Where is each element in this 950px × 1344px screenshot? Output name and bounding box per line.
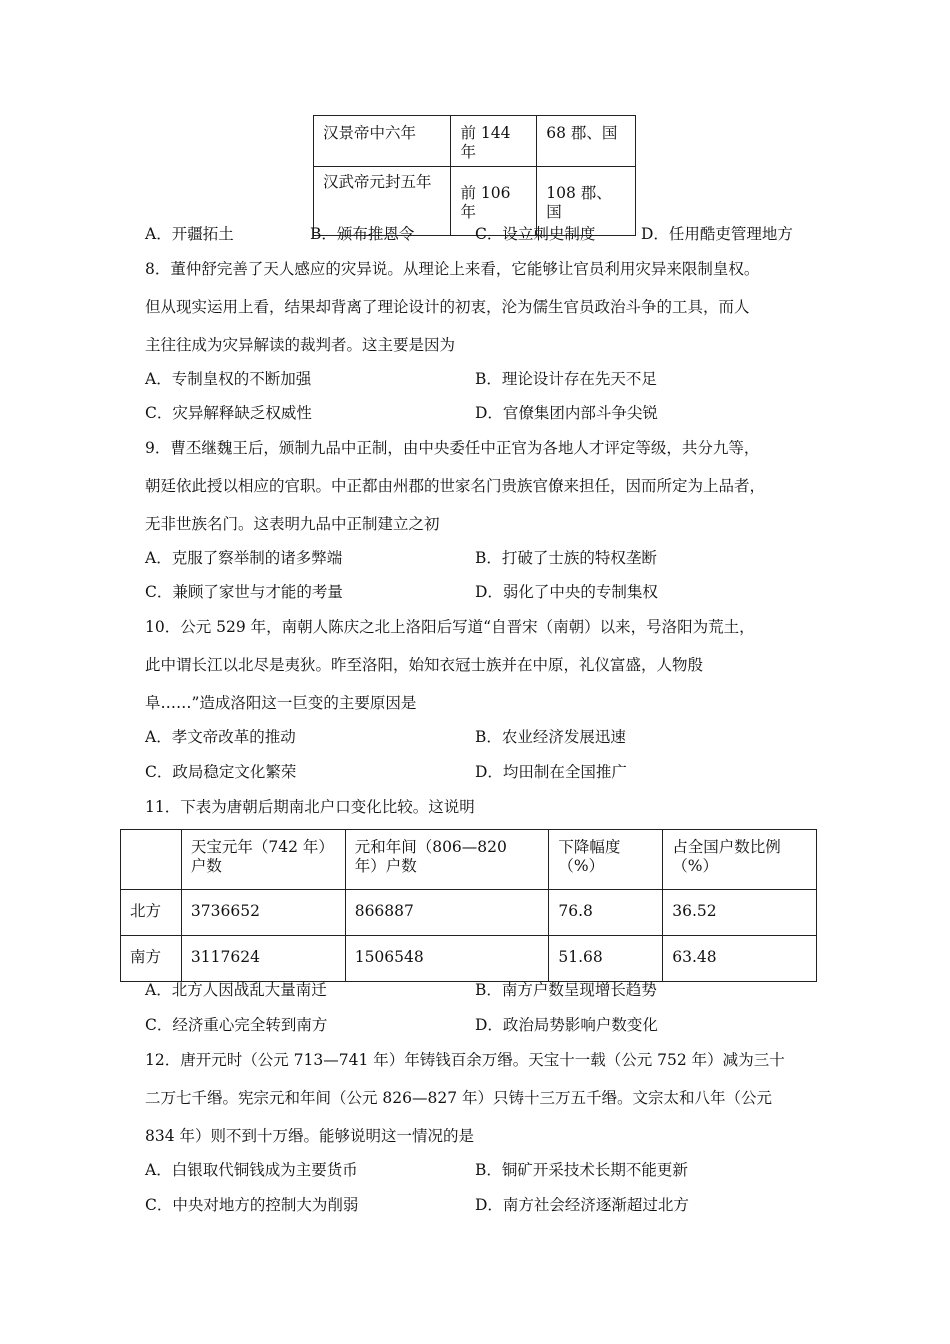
table-cell: 1506548 [345, 936, 549, 982]
table-cell: 3117624 [181, 936, 345, 982]
q8-option-c[interactable]: C．灾异解释缺乏权威性 [145, 404, 312, 422]
q9-option-d[interactable]: D．弱化了中央的专制集权 [475, 583, 658, 601]
q8-stem-line: 主往往成为灾异解读的裁判者。这主要是因为 [145, 336, 456, 354]
q8-option-d[interactable]: D．官僚集团内部斗争尖锐 [475, 404, 658, 422]
q10-option-b[interactable]: B．农业经济发展迅速 [475, 728, 626, 746]
q7-option-c[interactable]: C．设立刺史制度 [475, 225, 596, 243]
table-row [121, 890, 817, 936]
q9-stem-line: 无非世族名门。这表明九品中正制建立之初 [145, 515, 440, 533]
q10-stem-line: 阜……”造成洛阳这一巨变的主要原因是 [145, 694, 417, 712]
table-cell: 866887 [345, 890, 549, 936]
table-cell: 68 郡、国 [537, 116, 636, 167]
q10-stem-line: 此中谓长江以北尽是夷狄。昨至洛阳，始知衣冠士族并在中原，礼仪富盛，人物殷 [145, 656, 704, 674]
table-cell: 汉景帝中六年 [314, 116, 451, 167]
q10-option-c[interactable]: C．政局稳定文化繁荣 [145, 763, 297, 781]
table-row [121, 936, 817, 982]
q9-option-c[interactable]: C．兼顾了家世与才能的考量 [145, 583, 343, 601]
table-header-row [121, 830, 817, 890]
table-cell: 108 郡、国 [537, 167, 636, 236]
q11-option-b[interactable]: B．南方户数呈现增长趋势 [475, 981, 657, 999]
q7-option-b[interactable]: B．颁布推恩令 [310, 225, 415, 243]
q11-stem: 11．下表为唐朝后期南北户口变化比较。这说明 [145, 798, 475, 816]
q11-option-d[interactable]: D．政治局势影响户数变化 [475, 1016, 658, 1034]
q9-option-a[interactable]: A．克服了察举制的诸多弊端 [145, 549, 343, 567]
q9-option-b[interactable]: B．打破了士族的特权垄断 [475, 549, 657, 567]
q7-option-d[interactable]: D．任用酷吏管理地方 [641, 225, 793, 243]
q8-stem-line: 8．董仲舒完善了天人感应的灾异说。从理论上来看，它能够让官员利用灾异来限制皇权。 [145, 260, 760, 278]
table-cell: 51.68 [549, 936, 663, 982]
household-table [120, 829, 817, 982]
q9-stem-line: 9．曹丕继魏王后，颁制九品中正制，由中央委任中正官为各地人才评定等级，共分九等， [145, 439, 760, 457]
q12-option-a[interactable]: A．白银取代铜钱成为主要货币 [145, 1161, 358, 1179]
q10-option-a[interactable]: A．孝文帝改革的推动 [145, 728, 296, 746]
table-header-cell [121, 830, 182, 890]
q12-option-b[interactable]: B．铜矿开采技术长期不能更新 [475, 1161, 688, 1179]
q12-stem-line: 12．唐开元时（公元 713—741 年）年铸钱百余万缗。天宝十一载（公元 752 年）减为三十 [145, 1051, 785, 1069]
q10-stem-line: 10．公元 529 年，南朝人陈庆之北上洛阳后写道“自晋宋（南朝）以来，号洛阳为荒土， [145, 618, 755, 636]
q11-option-a[interactable]: A．北方人因战乱大量南迁 [145, 981, 327, 999]
table-header-cell: 占全国户数比例 （%） [663, 830, 817, 890]
table-header-cell: 下降幅度 （%） [549, 830, 663, 890]
commandery-table [313, 115, 636, 236]
table-cell: 3736652 [181, 890, 345, 936]
table-cell: 汉武帝元封五年 [314, 167, 451, 236]
q12-stem-line: 二万七千缗。宪宗元和年间（公元 826—827 年）只铸十三万五千缗。文宗太和八年（公元 [145, 1089, 773, 1107]
q9-stem-line: 朝廷依此授以相应的官职。中正都由州郡的世家名门贵族官僚来担任，因而所定为上品者， [145, 477, 766, 495]
table-cell: 63.48 [663, 936, 817, 982]
table-row [314, 116, 636, 167]
q12-option-c[interactable]: C．中央对地方的控制大为削弱 [145, 1196, 359, 1214]
q11-option-c[interactable]: C．经济重心完全转到南方 [145, 1016, 328, 1034]
q12-option-d[interactable]: D．南方社会经济逐渐超过北方 [475, 1196, 689, 1214]
q12-stem-line: 834 年）则不到十万缗。能够说明这一情况的是 [145, 1127, 475, 1145]
q10-option-d[interactable]: D．均田制在全国推广 [475, 763, 627, 781]
q8-option-a[interactable]: A．专制皇权的不断加强 [145, 370, 312, 388]
q7-option-a[interactable]: A．开疆拓土 [145, 225, 234, 243]
q8-stem-line: 但从现实运用上看，结果却背离了理论设计的初衷，沦为儒生官员政治斗争的工具，而人 [145, 298, 750, 316]
table-cell: 前 144 年 [451, 116, 537, 167]
table-cell: 北方 [121, 890, 182, 936]
table-cell: 36.52 [663, 890, 817, 936]
q8-option-b[interactable]: B．理论设计存在先天不足 [475, 370, 657, 388]
table-header-cell: 天宝元年（742 年） 户数 [181, 830, 345, 890]
table-cell: 前 106 年 [451, 167, 537, 236]
table-header-cell: 元和年间（806—820 年）户数 [345, 830, 549, 890]
table-cell: 76.8 [549, 890, 663, 936]
table-cell: 南方 [121, 936, 182, 982]
